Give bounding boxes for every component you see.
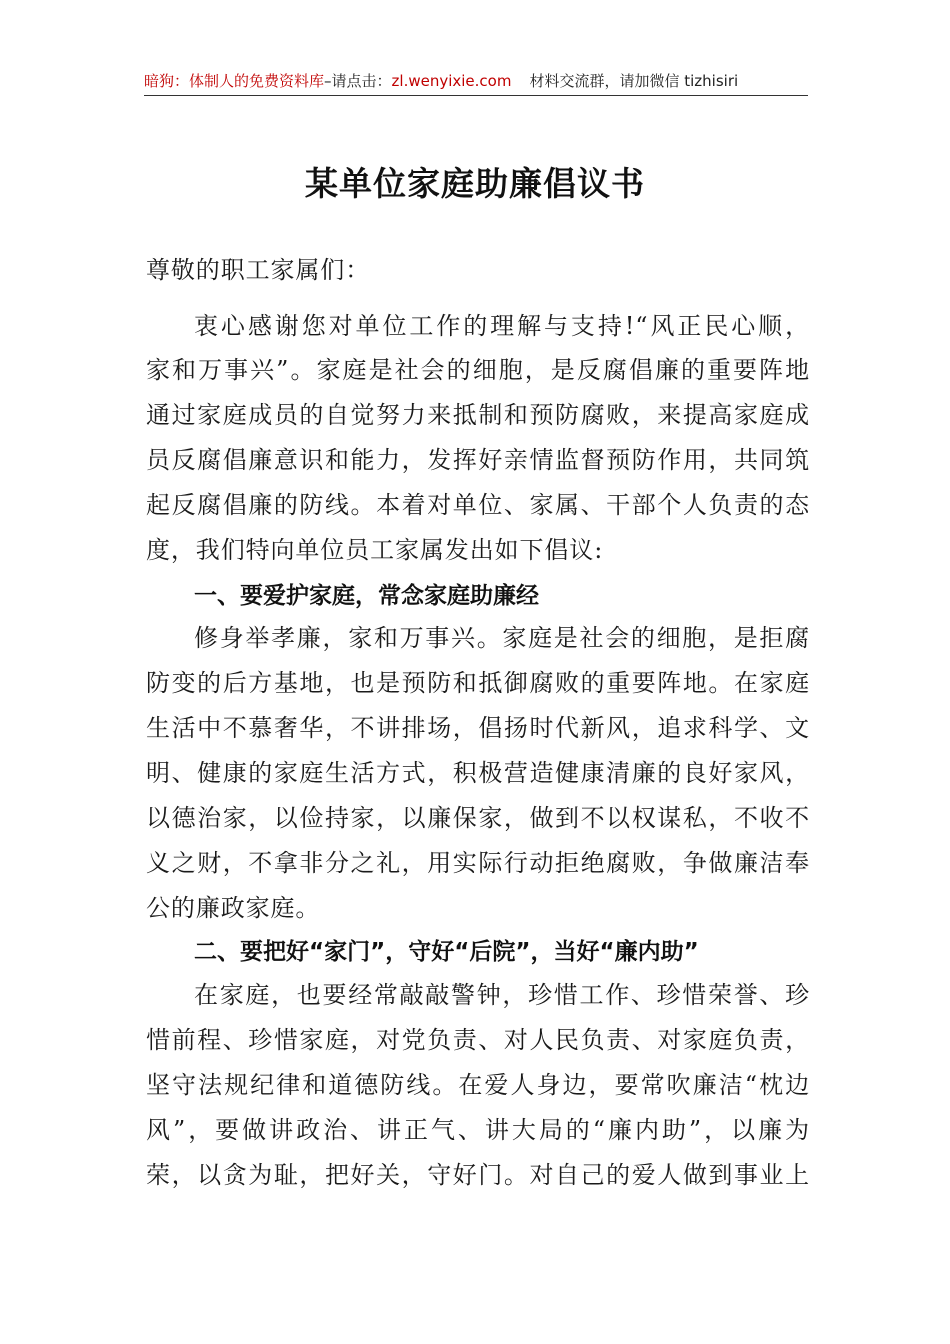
paragraph-line: 衷心感谢您对单位工作的理解与支持!“风正民心顺， — [194, 312, 810, 340]
paragraph-line: 惜前程、珍惜家庭，对党负责、对人民负责、对家庭负责， — [146, 1026, 810, 1054]
section-heading: 二、要把好“家门”，守好“后院”，当好“廉内助” — [194, 939, 699, 965]
paragraph-line: 公的廉政家庭。 — [146, 894, 321, 922]
paragraph-line: 防变的后方基地，也是预防和抵御腐败的重要阵地。在家庭 — [146, 669, 810, 697]
paragraph-line: 起反腐倡廉的防线。本着对单位、家属、干部个人负责的态 — [146, 491, 810, 519]
paragraph-line: 通过家庭成员的自觉努力来抵制和预防腐败，来提高家庭成 — [146, 401, 810, 429]
paragraph-line: 荣，以贪为耻，把好关，守好门。对自己的爱人做到事业上 — [146, 1161, 810, 1189]
paragraph-line: 以德治家，以俭持家，以廉保家，做到不以权谋私，不收不 — [146, 804, 810, 832]
header-contact: 材料交流群，请加微信 tizhisiri — [529, 72, 739, 90]
paragraph-line: 修身举孝廉，家和万事兴。家庭是社会的细胞，是拒腐 — [194, 624, 810, 652]
paragraph-line: 义之财，不拿非分之礼，用实际行动拒绝腐败，争做廉洁奉 — [146, 849, 810, 877]
header-banner — [144, 68, 808, 94]
header-brand: 暗狗：体制人的免费资料库 — [144, 72, 325, 90]
header-url-link[interactable]: zl.wenyixie.com — [391, 72, 512, 90]
paragraph-line: 度，我们特向单位员工家属发出如下倡议: — [146, 536, 604, 564]
paragraph-line: 风”，要做讲政治、讲正气、讲大局的“廉内助”，以廉为 — [146, 1116, 810, 1144]
paragraph-line: 员反腐倡廉意识和能力，发挥好亲情监督预防作用，共同筑 — [146, 446, 810, 474]
header-divider — [144, 95, 808, 96]
paragraph-line: 在家庭，也要经常敲敲警钟，珍惜工作、珍惜荣誉、珍 — [194, 981, 810, 1009]
header-click-prompt: –请点击： — [324, 72, 392, 90]
paragraph-line: 坚守法规纪律和道德防线。在爱人身边，要常吹廉洁“枕边 — [146, 1071, 810, 1099]
salutation: 尊敬的职工家属们： — [146, 256, 371, 284]
paragraph-line: 明、健康的家庭生活方式，积极营造健康清廉的良好家风， — [146, 759, 810, 787]
section-heading: 一、要爱护家庭，常念家庭助廉经 — [194, 583, 539, 609]
page-title: 某单位家庭助廉倡议书 — [305, 164, 645, 203]
paragraph-line: 生活中不慕奢华，不讲排场，倡扬时代新风，追求科学、文 — [146, 714, 810, 742]
paragraph-line: 家和万事兴”。家庭是社会的细胞，是反腐倡廉的重要阵地 — [146, 356, 810, 384]
